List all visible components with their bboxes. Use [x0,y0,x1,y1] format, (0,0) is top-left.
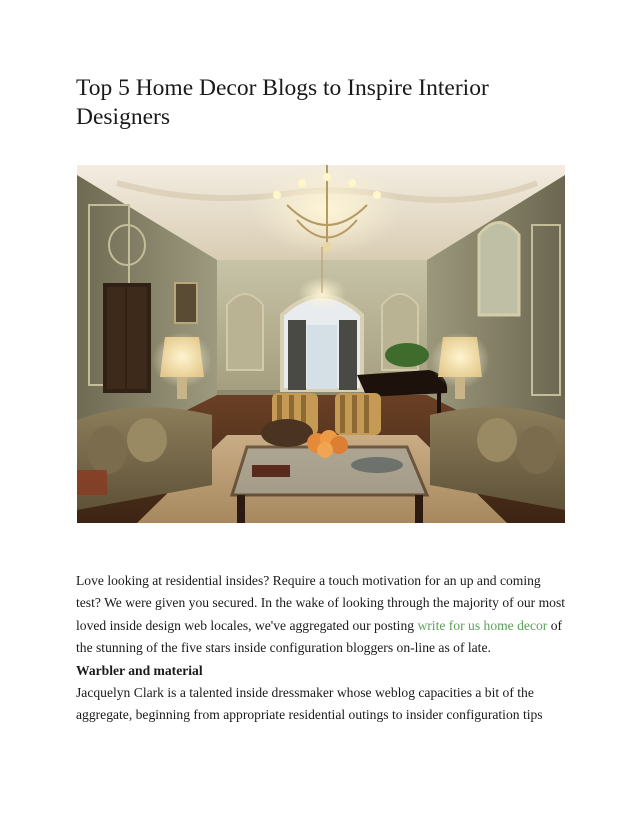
intro-text-after-link: of the stunning of the five stars inside configuration bloggers on-line as of late. [76,617,563,656]
section-paragraph: Jacquelyn Clark is a talented inside dressmaker whose weblog capacities a bit of the aggregate, beginning from appropriate residential outings to insider configuration tips [76,685,543,723]
hero-image [77,165,565,523]
intro-text-before-link: Love looking at residential insides? Require a touch motivation for an up and coming test? We were given you secured. In the wake of looking through the majority of our most loved inside design web locales, we've aggregated our posting [76,573,566,633]
page-title: Top 5 Home Decor Blogs to Inspire Interior Designers [76,75,489,130]
section-heading: Warbler and material [76,662,203,678]
intro-paragraph [76,570,568,660]
article-body [76,570,568,727]
home-decor-link[interactable]: write for us home decor [417,617,548,633]
